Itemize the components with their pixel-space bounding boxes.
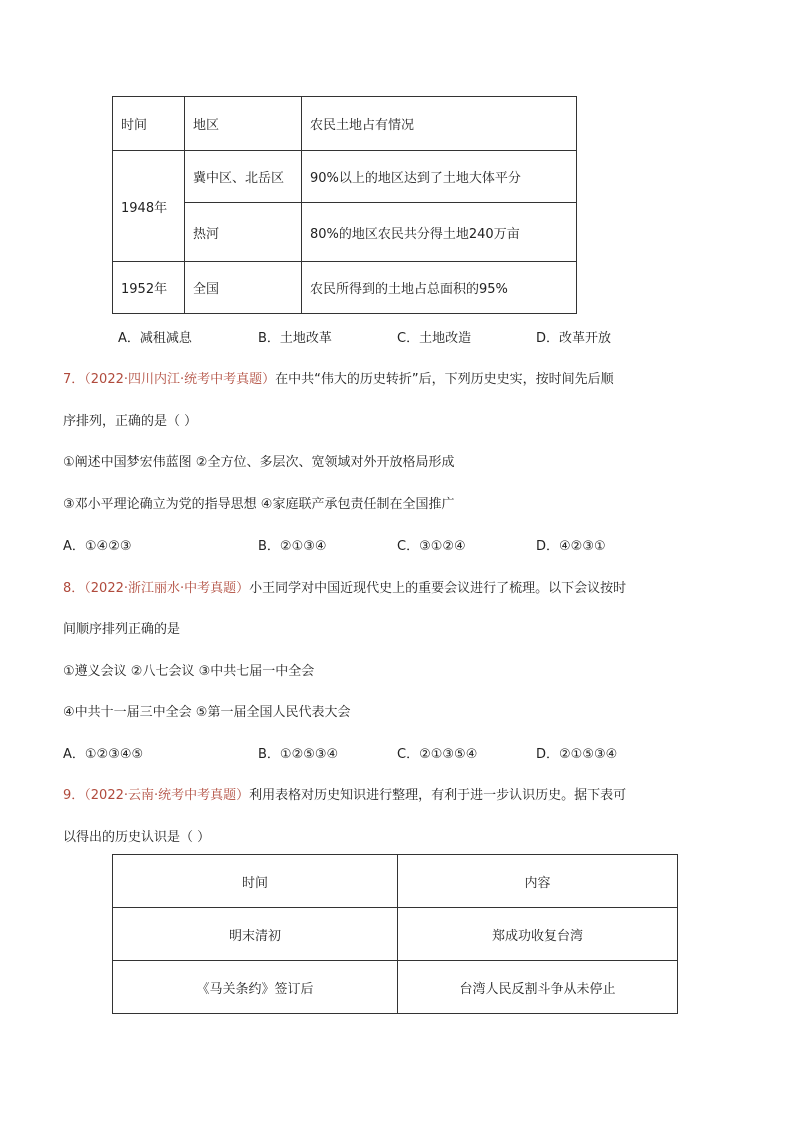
option-d: D．改革开放 [536, 331, 612, 346]
option-b: B．②①③④ [258, 539, 327, 554]
table-cell-content: 90%以上的地区达到了土地大体平分 [302, 151, 577, 203]
table-row [113, 961, 678, 1014]
table-header-cell: 时间 [113, 855, 398, 908]
question-7-stem-cont: 序排列，正确的是（ ） [63, 414, 198, 429]
table-cell-content: 农民所得到的土地占总面积的95% [302, 262, 577, 314]
table-row [113, 151, 577, 203]
question-text: 小王同学对中国近现代史上的重要会议进行了梳理。以下会议按时 [249, 581, 627, 596]
table-cell: 台湾人民反割斗争从未停止 [398, 961, 678, 1014]
question-9-stem-cont: 以得出的历史认识是（ ） [63, 830, 211, 845]
option-c: C．②①③⑤④ [397, 747, 478, 762]
question-text: 在中共“伟大的历史转折”后，下列历史史实，按时间先后顺 [275, 372, 614, 387]
option-b: B．①②⑤③④ [258, 747, 339, 762]
option-a: A．①②③④⑤ [63, 747, 144, 762]
table-cell-content: 80%的地区农民共分得土地240万亩 [302, 203, 577, 262]
table-row [113, 262, 577, 314]
table-cell: 郑成功收复台湾 [398, 908, 678, 961]
taiwan-table [112, 854, 678, 1014]
option-d: D．②①⑤③④ [536, 747, 618, 762]
question-source: （2022·云南·统考中考真题） [84, 788, 250, 803]
question-9-stem [63, 784, 626, 803]
table-cell: 明末清初 [113, 908, 398, 961]
option-b: B．土地改革 [258, 331, 332, 346]
question-8-items-2: ④中共十一届三中全会 ⑤第一届全国人民代表大会 [63, 705, 351, 720]
table-header-cell: 内容 [398, 855, 678, 908]
table-row [113, 908, 678, 961]
option-c: C．③①②④ [397, 539, 466, 554]
option-c: C．土地改造 [397, 331, 472, 346]
option-a: A．①④②③ [63, 539, 132, 554]
table-cell: 《马关条约》签订后 [113, 961, 398, 1014]
question-8-stem-cont: 间顺序排列正确的是 [63, 622, 181, 637]
table-row [113, 855, 678, 908]
table-cell-time: 1952年 [113, 262, 185, 314]
question-number: 9． [63, 788, 85, 803]
question-8-stem [63, 577, 626, 596]
option-d: D．④②③① [536, 539, 606, 554]
question-source: （2022·四川内江·统考中考真题） [84, 372, 276, 387]
land-table [112, 96, 577, 314]
table-header-cell: 地区 [185, 97, 302, 151]
table-header-cell: 农民土地占有情况 [302, 97, 577, 151]
table-row [113, 97, 577, 151]
option-a: A．减租减息 [118, 331, 192, 346]
question-number: 7． [63, 372, 85, 387]
question-text: 利用表格对历史知识进行整理，有利于进一步认识历史。据下表可 [249, 788, 627, 803]
question-8-items-1: ①遵义会议 ②八七会议 ③中共七届一中全会 [63, 664, 315, 679]
question-source: （2022·浙江丽水·中考真题） [84, 581, 250, 596]
question-number: 8． [63, 581, 85, 596]
question-7-items-1: ①阐述中国梦宏伟蓝图 ②全方位、多层次、宽领域对外开放格局形成 [63, 455, 455, 470]
table-cell-region: 热河 [185, 203, 302, 262]
table-cell-region: 全国 [185, 262, 302, 314]
question-7-stem [63, 368, 614, 387]
table-header-cell: 时间 [113, 97, 185, 151]
question-7-items-2: ③邓小平理论确立为党的指导思想 ④家庭联产承包责任制在全国推广 [63, 497, 455, 512]
table-cell-time: 1948年 [113, 151, 185, 262]
table-cell-region: 冀中区、北岳区 [185, 151, 302, 203]
